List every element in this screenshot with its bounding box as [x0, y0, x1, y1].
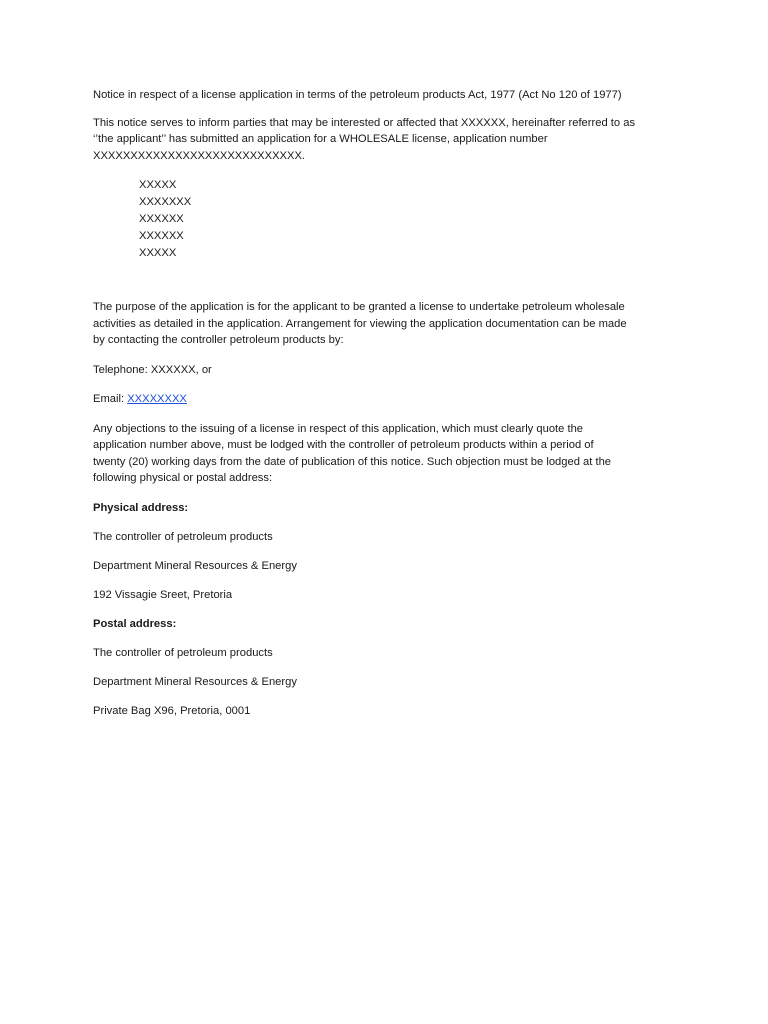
objections-paragraph [93, 421, 683, 487]
placeholder-item: XXXXXX [139, 230, 184, 242]
email-line [93, 391, 683, 408]
postal-address-line: The controller of petroleum products [93, 646, 273, 659]
email-label: Email: [93, 393, 128, 405]
purpose-line-1: The purpose of the application is for the applicant to be granted a license to undertake petroleum wholesale [93, 301, 625, 313]
document-body [93, 87, 683, 732]
intro-line-1: This notice serves to inform parties that may be interested or affected that XXXXXX, hereinafter referred to as [93, 116, 636, 129]
physical-address-line: The controller of petroleum products [93, 530, 273, 543]
telephone-line: Telephone: XXXXXX, or [93, 363, 212, 376]
placeholder-item: XXXXX [139, 247, 177, 259]
placeholder-list [93, 177, 683, 262]
placeholder-item: XXXXXX [139, 213, 184, 225]
objections-line-2: application number above, must be lodged with the controller of petroleum products within a period of [93, 439, 594, 451]
postal-address-heading: Postal address: [93, 617, 177, 630]
postal-address-line: Department Mineral Resources & Energy [93, 675, 297, 688]
objections-line-1: Any objections to the issuing of a license in respect of this application, which must clearly quote the [93, 422, 584, 435]
physical-address-line: 192 Vissagie Sreet, Pretoria [93, 588, 233, 601]
notice-title: Notice in respect of a license application in terms of the petroleum products Act, 1977 (Act No 120 of 1977) [93, 89, 622, 101]
purpose-line-2: activities as detailed in the application. Arrangement for viewing the application documentation can be made [93, 317, 627, 330]
placeholder-item: XXXXXXX [139, 196, 192, 208]
purpose-line-3: by contacting the controller petroleum products by: [93, 334, 344, 346]
intro-line-3: XXXXXXXXXXXXXXXXXXXXXXXXXXXX. [93, 149, 306, 162]
placeholder-item: XXXXX [139, 179, 177, 191]
intro-line-2: ‘’the applicant’’ has submitted an application for a WHOLESALE license, application number [93, 133, 548, 145]
purpose-paragraph [93, 299, 683, 349]
postal-address-line: Private Bag X96, Pretoria, 0001 [93, 704, 251, 717]
physical-address-heading: Physical address: [93, 501, 189, 514]
objections-line-4: following physical or postal address: [93, 472, 273, 484]
objections-line-3: twenty (20) working days from the date of publication of this notice. Such objection must be lodged at the [93, 455, 612, 468]
intro-paragraph [93, 115, 683, 165]
email-link[interactable]: XXXXXXXX [127, 393, 187, 405]
physical-address-line: Department Mineral Resources & Energy [93, 559, 297, 572]
